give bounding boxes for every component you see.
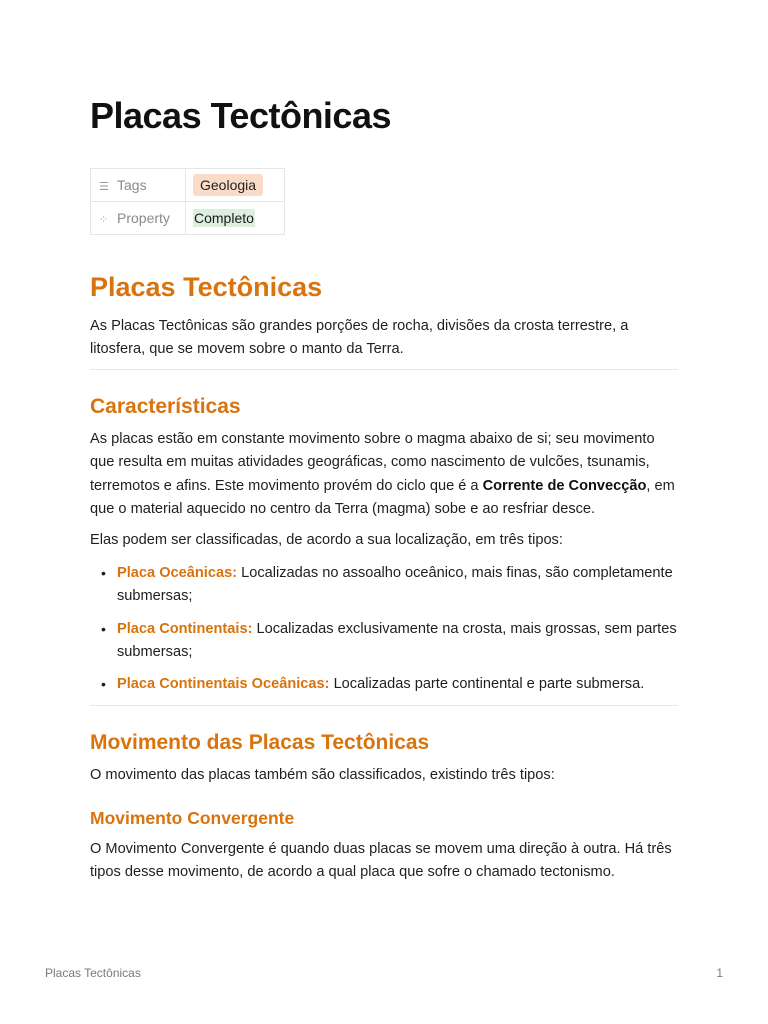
section-heading-movimento: Movimento das Placas Tectônicas [90,731,430,754]
paragraph-text: As placas estão em constante movimento sobre o magma abaixo de si; seu movimento que resulta em muitas atividades geográficas, como nascimento de vulcões, tsunamis, terremotos e afins. Este movimento provém do ciclo que é a [90,431,655,494]
list-item [90,618,678,665]
section-divider [90,705,678,706]
list-item [90,673,678,696]
property-key-status [91,202,186,235]
subsection-heading-convergente: Movimento Convergente [90,808,295,828]
plate-types-list [90,562,678,705]
tag-badge[interactable]: Geologia [193,174,263,196]
property-key-tags [91,169,186,202]
paragraph-text: , em que o material aquecido no centro da Terra (magma) sobe e ao resfriar desce. [90,477,675,517]
status-spinner-icon: ⁘ [99,214,109,226]
properties-table [90,168,285,235]
list-item-label: Placa Continentais Oceânicas: [117,676,330,693]
list-item-label: Placa Continentais: [117,620,253,637]
list-item-text: Localizadas parte continental e parte submersa. [329,676,645,693]
list-item [90,562,678,609]
convergente-paragraph: O Movimento Convergente é quando duas placas se movem uma direção à outra. Há três tipos desse movimento, de acordo a qual placa que sofre o chamado tectonismo. [90,841,672,881]
list-icon: ☰ [99,181,109,193]
property-value-tags[interactable] [186,169,285,202]
intro-paragraph: As Placas Tectônicas são grandes porções de rocha, divisões da crosta terrestre, a litosfera, que se movem sobre o manto da Terra. [90,318,629,358]
caracteristicas-paragraph [90,428,678,521]
bullet-icon: • [101,676,106,693]
list-item-label: Placa Oceânicas: [117,565,238,581]
bold-term-corrente-de-conveccao: Corrente de Convecção [482,477,647,494]
bullet-icon: • [101,620,106,637]
status-badge[interactable]: Completo [194,210,254,226]
property-key-label: Property [117,210,170,226]
section-heading-caracteristicas: Características [90,395,241,418]
property-row-status [91,202,285,235]
page-title: Placas Tectônicas [90,95,391,136]
section-divider [90,369,678,370]
property-value-status[interactable] [186,202,285,235]
property-row-tags [91,169,285,202]
list-item-text: Localizadas exclusivamente na crosta, mais grossas, sem partes submersas; [117,620,677,660]
movimento-paragraph: O movimento das placas também são classificados, existindo três tipos: [90,767,555,783]
section-heading-intro: Placas Tectônicas [90,272,323,302]
list-item-text: Localizadas no assoalho oceânico, mais finas, são completamente submersas; [117,565,673,605]
footer-page-number: 1 [716,966,723,980]
classification-intro-paragraph: Elas podem ser classificadas, de acordo a sua localização, em três tipos: [90,532,563,548]
property-key-label: Tags [117,177,147,193]
bullet-icon: • [101,565,106,581]
footer-document-title: Placas Tectônicas [45,966,141,980]
